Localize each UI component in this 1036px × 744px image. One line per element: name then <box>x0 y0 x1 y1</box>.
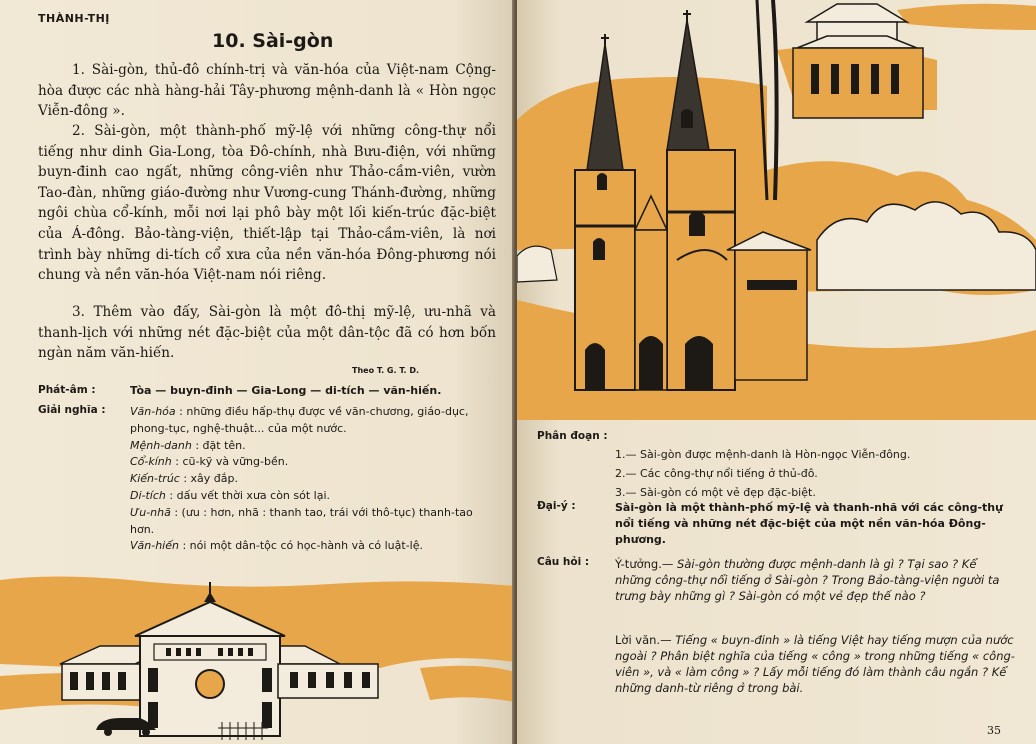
lesson-title: 10. Sài-gòn <box>212 30 334 52</box>
segment-label: Phân đoạn : <box>537 430 608 442</box>
glossary-item <box>130 454 500 471</box>
glossary-term: Ưu-nhã <box>130 505 171 519</box>
glossary-definition: : (ưu : hơn, nhã : thanh tao, trái với thô-tục) thanh-tao hơn. <box>130 505 473 536</box>
glossary-list <box>130 404 500 555</box>
page-number: 35 <box>987 724 1001 737</box>
glossary-definition: : dấu vết thời xưa còn sót lại. <box>165 488 331 502</box>
glossary-term: Di-tích <box>130 488 166 502</box>
glossary-item <box>130 488 500 505</box>
main-idea-label: Đại-ý : <box>537 500 576 512</box>
glossary-item <box>130 404 500 438</box>
post-office-illustration <box>0 572 515 744</box>
glossary-item <box>130 438 500 455</box>
glossary-item <box>130 471 500 488</box>
pronunciation-label: Phát-âm : <box>38 384 96 396</box>
source-credit: Theo T. G. T. D. <box>352 366 420 375</box>
segment-item: 1.— Sài-gòn được mệnh-danh là Hòn-ngọc Viễn-đông. <box>615 448 911 461</box>
glossary-term: Mệnh-danh <box>130 438 192 452</box>
wording-questions <box>615 632 1015 696</box>
paragraph-2 <box>38 121 496 286</box>
paragraph-text: Sài-gòn, thủ-đô chính-trị và văn-hóa của Việt-nam Cộng-hòa được các nhà hàng-hải Tây-phương mệnh-danh là « Hòn ngọc Viễn-đông ». <box>38 62 496 120</box>
glossary-label: Giải nghĩa : <box>38 404 106 416</box>
paragraph-number: 3. <box>72 304 85 320</box>
segment-item: 2.— Các công-thự nổi tiếng ở thủ-đô. <box>615 467 818 480</box>
questions-label: Câu hỏi : <box>537 556 590 568</box>
left-page <box>0 0 515 744</box>
glossary-term: Văn-hóa <box>130 405 176 418</box>
wording-prefix: Lời văn.— <box>615 633 672 647</box>
paragraph-number: 2. <box>72 123 85 139</box>
idea-questions <box>615 556 1015 604</box>
glossary-term: Văn-hiến <box>130 539 179 553</box>
glossary-definition: : xây đắp. <box>179 472 239 486</box>
paragraph-number: 1. <box>72 62 85 78</box>
paragraph-1 <box>38 60 496 122</box>
wording-question-text: Tiếng « buyn-đinh » là tiếng Việt hay tiếng mượn của nước ngoài ? Phân biệt nghĩa của tiếng « công » trong những tiếng « công-viên », và « làm công » ? Lấy mỗi tiếng đó làm thành câu ngắn ? Kể những danh-từ riêng ở trong bài. <box>615 633 1015 695</box>
cathedral-illustration <box>517 0 1036 420</box>
segment-list <box>615 445 1015 502</box>
idea-prefix: Ý-tưởng.— <box>615 557 674 571</box>
paragraph-text: Sài-gòn, một thành-phố mỹ-lệ với những công-thự nổi tiếng như dinh Gia-Long, tòa Đô-chính, nhà Bưu-điện, với những buyn-đinh cao ngất, những công-viên như Thảo-cầm-viên, vườn Tao-đàn, những giáo-đường như Vương-cung Thánh-đường, những ngôi chùa cổ-kính, mỗi nơi lại phô bày một lối kiến-trúc đặc-biệt của Á-đông. Bảo-tàng-viện, thiết-lập tại Thảo-cầm-viên, là nơi trình bày những di-tích cổ xưa của nền văn-hóa Đông-phương nói chung và nền văn-hóa Việt-nam nói riêng. <box>38 123 496 284</box>
running-head: THÀNH-THỊ <box>38 12 110 25</box>
idea-question-text: Sài-gòn thường được mệnh-danh là gì ? Tại sao ? Kể những công-thự nổi tiếng ở Sài-gòn ? Trong Bảo-tàng-viện người ta trưng bày những gì ? Sài-gòn có một vẻ đẹp thế nào ? <box>615 557 1000 603</box>
paragraph-3 <box>38 302 496 364</box>
right-page <box>517 0 1036 744</box>
glossary-definition: : cũ-kỹ và vững-bền. <box>171 455 289 469</box>
glossary-definition: : những điều hấp-thụ được về văn-chương, giáo-dục, phong-tục, nghệ-thuật... của một nước. <box>130 405 469 435</box>
glossary-term: Kiến-trúc <box>130 472 180 486</box>
glossary-item <box>130 505 500 539</box>
pronunciation-words: Tòa — buyn-đinh — Gia-Long — di-tích — văn-hiến. <box>130 384 442 397</box>
paragraph-text: Thêm vào đấy, Sài-gòn là một đô-thị mỹ-lệ, ưu-nhã và thanh-lịch với những nét đặc-biệt của một dân-tộc đã có hơn bốn ngàn năm văn-hiến. <box>38 304 496 362</box>
glossary-item <box>130 538 500 555</box>
glossary-term: Cổ-kính <box>130 455 172 469</box>
segment-item: 3.— Sài-gòn có một vẻ đẹp đặc-biệt. <box>615 486 816 499</box>
glossary-definition: : nói một dân-tộc có học-hành và có luật-lệ. <box>178 539 423 553</box>
main-idea-text: Sài-gòn là một thành-phố mỹ-lệ và thanh-nhã với các công-thự nổi tiếng và những nét đặc-biệt của một nền văn-hóa Đông-phương. <box>615 501 1003 546</box>
glossary-definition: : đặt tên. <box>191 438 246 452</box>
